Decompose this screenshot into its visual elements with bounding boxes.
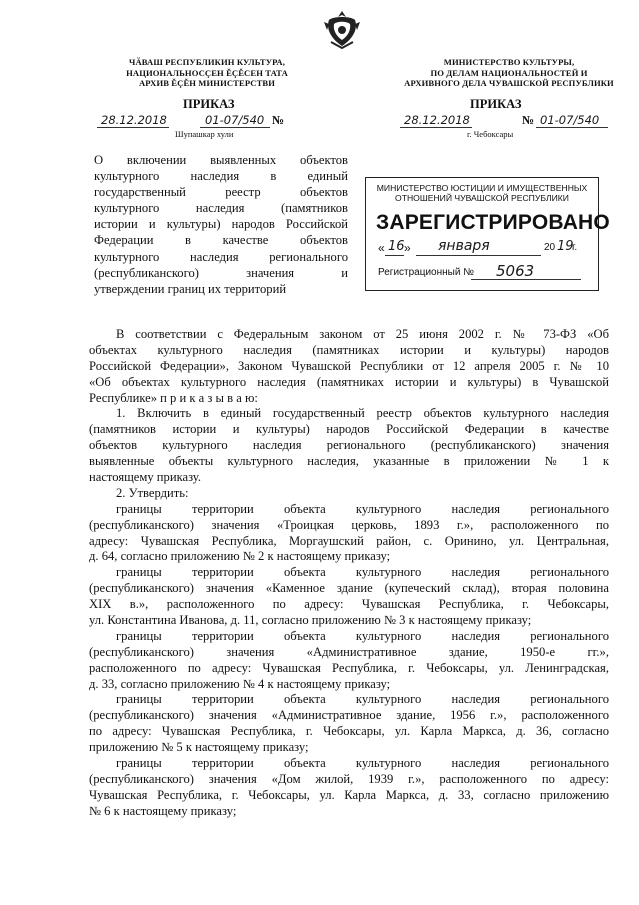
body-line: (республиканского) значения «Административное здание, 1950-е гг.», xyxy=(89,644,609,659)
body-line: Российской Федерации», Законом Чувашской Республики от 12 апреля 2005 г. № 10 xyxy=(89,358,609,373)
title-line: культурного наследия в единый xyxy=(94,169,348,184)
paragraph-boundary-2 xyxy=(89,502,609,566)
stamp-ministry-line-2: ОТНОШЕНИЙ ЧУВАШСКОЙ РЕСПУБЛИКИ xyxy=(395,193,569,203)
body-line: настоящему приказу. xyxy=(89,470,201,485)
body-line: границы территории объекта культурного наследия регионального xyxy=(116,692,609,707)
stamp-year: 19 xyxy=(557,239,574,254)
left-header-line-2: НАЦИОНАЛЬНОСÇЕН ĚÇĚСЕН ТАТА xyxy=(126,67,288,78)
right-number-sign: № xyxy=(522,113,535,127)
body-line: границы территории объекта культурного наследия регионального xyxy=(116,501,609,516)
stamp-month-underline xyxy=(416,255,541,256)
title-line: утверждении границ их территорий xyxy=(94,281,287,296)
stamp-day-underline xyxy=(385,255,404,256)
stamp-ministry xyxy=(366,183,598,203)
title-line: Федерации в качестве объектов xyxy=(94,233,348,248)
left-order-date: 28.12.2018 xyxy=(101,113,167,127)
body-line: границы территории объекта культурного наследия регионального xyxy=(116,756,609,771)
registration-stamp xyxy=(365,177,610,291)
title-line: (республиканского) значения и xyxy=(94,265,348,280)
body-line: (республиканского) значения «Троицкая церковь, 1893 г.», расположенного по xyxy=(89,517,609,532)
paragraph-preamble xyxy=(89,327,609,406)
body-line: выявленные объекты культурного наследия, указанные в приложении № 1 к xyxy=(89,454,609,469)
left-order-word: ПРИКАЗ xyxy=(183,97,235,111)
title-line: государственный реестр объектов xyxy=(94,185,348,200)
body-line: Чувашская Республика, г. Чебоксары, ул. Карла Маркса, д. 33, согласно приложению xyxy=(89,787,609,802)
paragraph-item-2 xyxy=(89,486,609,502)
stamp-reg-number: 5063 xyxy=(496,262,535,280)
stamp-date-close-quote: » xyxy=(404,241,411,255)
emblem-icon xyxy=(321,8,363,50)
right-header-line-1: МИНИСТЕРСТВО КУЛЬТУРЫ, xyxy=(443,57,575,67)
left-order-number: 01-07/540 xyxy=(205,113,265,127)
body-line: д. 33, согласно приложению № 4 к настоящему приказу; xyxy=(89,676,391,691)
body-line: В соответствии с Федеральным законом от 25 июня 2002 г. № 73-ФЗ «Об xyxy=(116,327,609,341)
left-header xyxy=(97,57,317,89)
right-header xyxy=(394,57,624,89)
body-line: XIX в.», расположенного по адресу: Чувашская Республика, г. Чебоксары, xyxy=(89,597,609,612)
left-number-underline xyxy=(200,127,270,128)
body-line: «Об объектах культурного наследия (памятниках истории и культуры) в Чувашской xyxy=(89,374,609,389)
paragraph-boundary-4 xyxy=(89,629,609,693)
paragraph-boundary-5 xyxy=(89,692,609,756)
title-line: культурного наследия (памятников xyxy=(94,201,348,216)
right-header-line-3: АРХИВНОГО ДЕЛА ЧУВАШСКОЙ РЕСПУБЛИКИ xyxy=(404,78,614,88)
body-line: границы территории объекта культурного наследия регионального xyxy=(116,565,609,580)
title-line: культурного наследия регионального xyxy=(94,249,348,264)
left-header-line-3: АРХИВ ĚÇĚН МИНИСТЕРСТВИ xyxy=(138,78,276,88)
body-line: ул. Константина Иванова, д. 11, согласно приложению № 3 к настоящему приказу; xyxy=(89,613,532,628)
paragraph-boundary-6 xyxy=(89,756,609,820)
body-line: по адресу: Чувашская Республика, г. Чебоксары, ул. Карла Маркса, д. 36, согласно xyxy=(89,724,609,739)
right-number-underline xyxy=(536,127,608,128)
right-date-underline xyxy=(400,127,472,128)
stamp-reg-label: Регистрационный № xyxy=(378,267,474,278)
left-city: Шупашкар хули xyxy=(175,129,234,139)
body-line: приложению № 5 к настоящему приказу; xyxy=(89,740,309,755)
body-line: 1. Включить в единый государственный реестр объектов культурного наследия xyxy=(116,406,609,421)
stamp-status: ЗАРЕГИСТРИРОВАНО xyxy=(376,211,610,234)
body-line: (республиканского) значения «Административное здание, 1956 г.», расположенного xyxy=(89,708,609,723)
order-body xyxy=(89,327,609,820)
paragraph-boundary-3 xyxy=(89,565,609,629)
left-date-underline xyxy=(97,127,169,128)
body-line: границы территории объекта культурного наследия регионального xyxy=(116,628,609,643)
title-line: истории и культуры) народов Российской xyxy=(94,217,348,232)
body-line: объектов культурного наследия регионального (республиканского) значения xyxy=(89,438,609,453)
stamp-ministry-line-1: МИНИСТЕРСТВО ЮСТИЦИИ И ИМУЩЕСТВЕННЫХ xyxy=(376,183,588,193)
body-line: адресу: Чувашская Республика, Моргаушский район, с. Оринино, ул. Центральная, xyxy=(89,533,609,548)
left-number-sign: № xyxy=(272,113,285,127)
body-line: (республиканского) значения «Дом жилой, 1939 г.», расположенного по адресу: xyxy=(89,771,609,786)
right-order-word: ПРИКАЗ xyxy=(470,97,522,111)
body-line: Республике» п р и к а з ы в а ю: xyxy=(89,390,258,405)
right-order-date: 28.12.2018 xyxy=(404,113,470,127)
right-header-line-2: ПО ДЕЛАМ НАЦИОНАЛЬНОСТЕЙ И xyxy=(430,67,588,78)
body-line: объектах культурного наследия (памятниках истории и культуры) народов xyxy=(89,342,609,357)
body-line: № 6 к настоящему приказу; xyxy=(89,803,237,818)
left-header-line-1: ЧӐВАШ РЕСПУБЛИКИН КУЛЬТУРА, xyxy=(129,57,285,67)
right-order-number: 01-07/540 xyxy=(540,113,600,127)
stamp-date-open-quote: « xyxy=(378,241,385,255)
body-line: (республиканского) значения «Каменное здание (купеческий склад), вторая половина xyxy=(89,581,609,596)
stamp-day: 16 xyxy=(388,239,405,254)
stamp-year-suffix: г. xyxy=(572,242,578,253)
right-city: г. Чебоксары xyxy=(467,129,514,139)
paragraph-item-1 xyxy=(89,406,609,485)
body-line: расположенного по адресу: Чувашская Республика, г. Чебоксары, ул. Ленинградская, xyxy=(89,660,609,675)
stamp-reg-underline xyxy=(471,279,581,280)
title-line: О включении выявленных объектов xyxy=(94,153,348,167)
body-line: (памятников истории и культуры) народов Российской Федерации в качестве xyxy=(89,422,609,437)
stamp-month: января xyxy=(438,238,490,254)
order-title xyxy=(94,152,348,297)
body-line: 2. Утвердить: xyxy=(116,485,189,500)
stamp-year-prefix: 20 xyxy=(544,242,556,253)
body-line: д. 64, согласно приложению № 2 к настоящему приказу; xyxy=(89,549,391,564)
